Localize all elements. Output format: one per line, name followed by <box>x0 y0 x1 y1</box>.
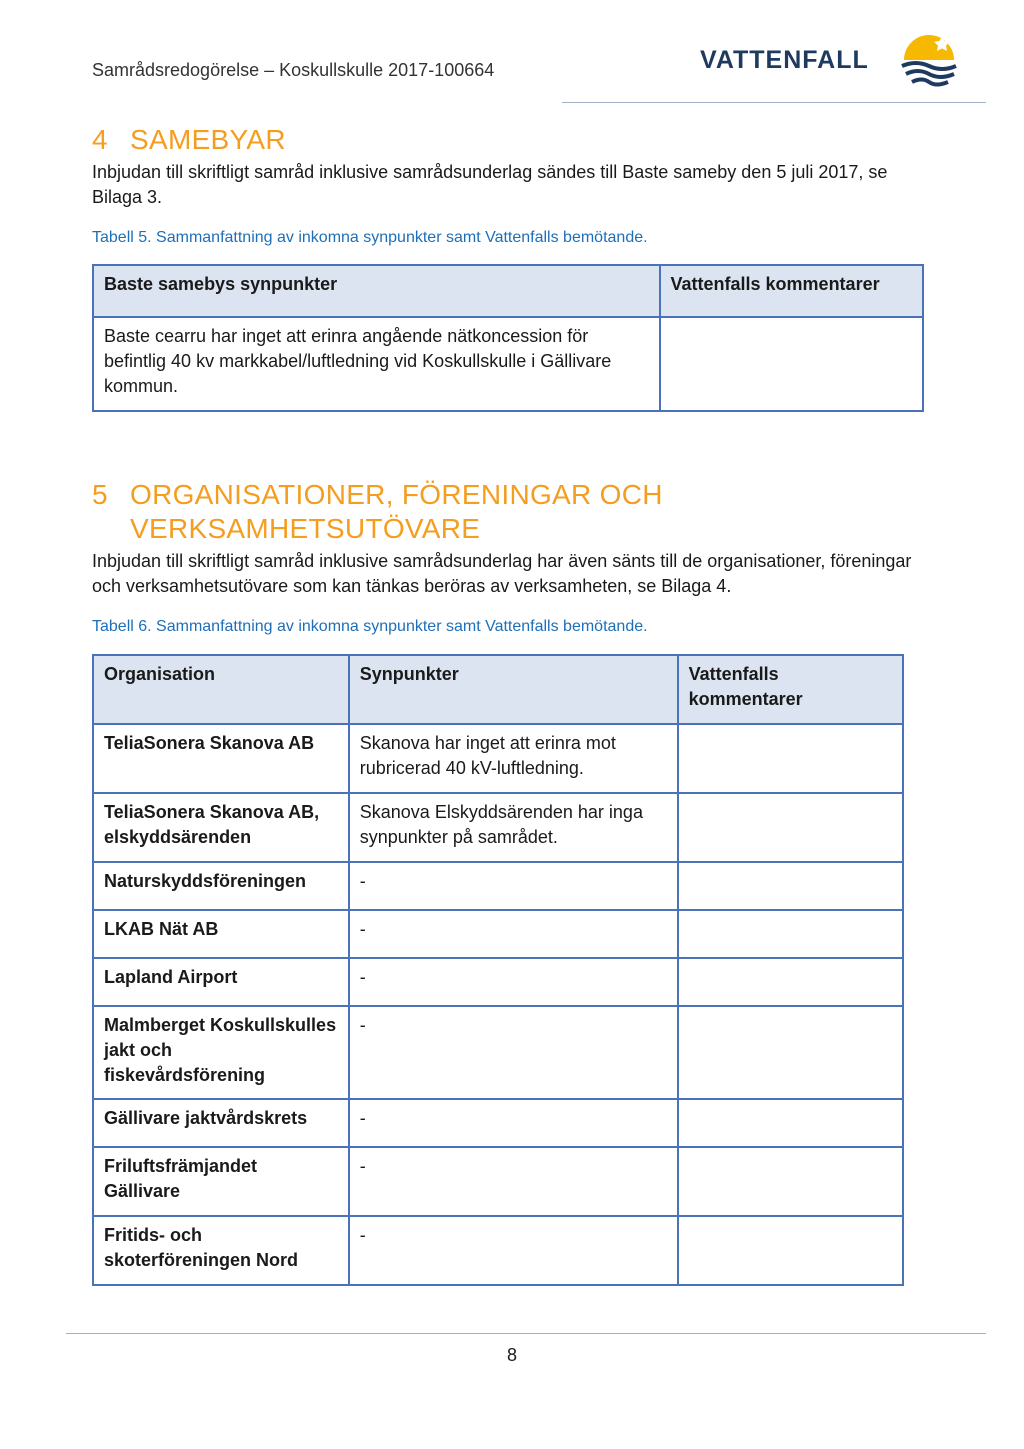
table-row <box>93 958 903 1006</box>
synpunkter-cell: - <box>349 958 678 1006</box>
table-row <box>93 317 923 411</box>
synpunkter-cell: - <box>349 910 678 958</box>
table-6 <box>92 654 904 1286</box>
vattenfall-logo <box>700 30 960 90</box>
comment-cell <box>678 1006 903 1099</box>
table-header-cell: Baste samebys synpunkter <box>93 265 660 317</box>
organisation-cell: Malmberget Koskullskulles jakt och fiskevårdsförening <box>93 1006 349 1099</box>
organisation-cell: Gällivare jaktvårdskrets <box>93 1099 349 1147</box>
synpunkter-cell: - <box>349 1216 678 1285</box>
section-title-line-1: ORGANISATIONER, FÖRENINGAR OCH <box>130 479 663 510</box>
table-row <box>93 910 903 958</box>
table-header-row <box>93 265 923 317</box>
table-row <box>93 1147 903 1216</box>
section-number: 5 <box>92 479 108 510</box>
section-title: SAMEBYAR <box>130 124 286 155</box>
table-cell <box>660 317 924 411</box>
table-header-cell: Synpunkter <box>349 655 678 724</box>
table-6-caption: Tabell 6. Sammanfattning av inkomna synpunkter samt Vattenfalls bemötande. <box>92 618 648 635</box>
synpunkter-cell: - <box>349 1099 678 1147</box>
logo-wordmark: VATTENFALL <box>700 46 869 74</box>
section-5-intro: Inbjudan till skriftligt samråd inklusive samrådsunderlag har även sänts till de organisationer, föreningar och verksamhetsutövare som kan tänkas beröras av verksamheten, se Bilaga 4. <box>92 551 912 596</box>
table-header-cell: Vattenfalls kommentarer <box>660 265 924 317</box>
comment-cell <box>678 1216 903 1285</box>
header-rule <box>562 102 986 103</box>
table-row <box>93 1216 903 1285</box>
table-row <box>93 1099 903 1147</box>
synpunkter-cell: Skanova Elskyddsärenden har inga synpunkter på samrådet. <box>349 793 678 862</box>
table-row <box>93 724 903 793</box>
table-cell: Baste cearru har inget att erinra angående nätkoncession för befintlig 40 kv markkabel/luftledning vid Koskullskulle i Gällivare kommun. <box>93 317 660 411</box>
comment-cell <box>678 793 903 862</box>
synpunkter-cell: Skanova har inget att erinra mot rubricerad 40 kV-luftledning. <box>349 724 678 793</box>
section-number: 4 <box>92 124 108 155</box>
comment-cell <box>678 958 903 1006</box>
comment-cell <box>678 1147 903 1216</box>
comment-cell <box>678 1099 903 1147</box>
page-number: 8 <box>506 1345 517 1365</box>
comment-cell <box>678 910 903 958</box>
organisation-cell: TeliaSonera Skanova AB <box>93 724 349 793</box>
organisation-cell: Friluftsfrämjandet Gällivare <box>93 1147 349 1216</box>
section-4-heading <box>92 124 286 156</box>
table-header-cell: Organisation <box>93 655 349 724</box>
synpunkter-cell: - <box>349 862 678 910</box>
footer-rule <box>66 1333 986 1334</box>
organisation-cell: Lapland Airport <box>93 958 349 1006</box>
organisation-cell: Fritids- och skoterföreningen Nord <box>93 1216 349 1285</box>
comment-cell <box>678 862 903 910</box>
table-row <box>93 862 903 910</box>
table-header-row <box>93 655 903 724</box>
table-row <box>93 793 903 862</box>
table-header-cell: Vattenfalls kommentarer <box>678 655 903 724</box>
section-5-heading <box>92 478 663 546</box>
organisation-cell: LKAB Nät AB <box>93 910 349 958</box>
document-title: Samrådsredogörelse – Koskullskulle 2017-100664 <box>92 60 495 80</box>
synpunkter-cell: - <box>349 1006 678 1099</box>
section-4-intro: Inbjudan till skriftligt samråd inklusive samrådsunderlag sändes till Baste sameby den 5 juli 2017, se Bilaga 3. <box>92 162 888 207</box>
organisation-cell: TeliaSonera Skanova AB, elskyddsärenden <box>93 793 349 862</box>
vattenfall-sun-icon <box>898 30 960 90</box>
section-title-line-2: VERKSAMHETSUTÖVARE <box>130 513 481 544</box>
synpunkter-cell: - <box>349 1147 678 1216</box>
organisation-cell: Naturskyddsföreningen <box>93 862 349 910</box>
comment-cell <box>678 724 903 793</box>
table-5-caption: Tabell 5. Sammanfattning av inkomna synpunkter samt Vattenfalls bemötande. <box>92 229 648 246</box>
table-5 <box>92 264 924 412</box>
table-row <box>93 1006 903 1099</box>
